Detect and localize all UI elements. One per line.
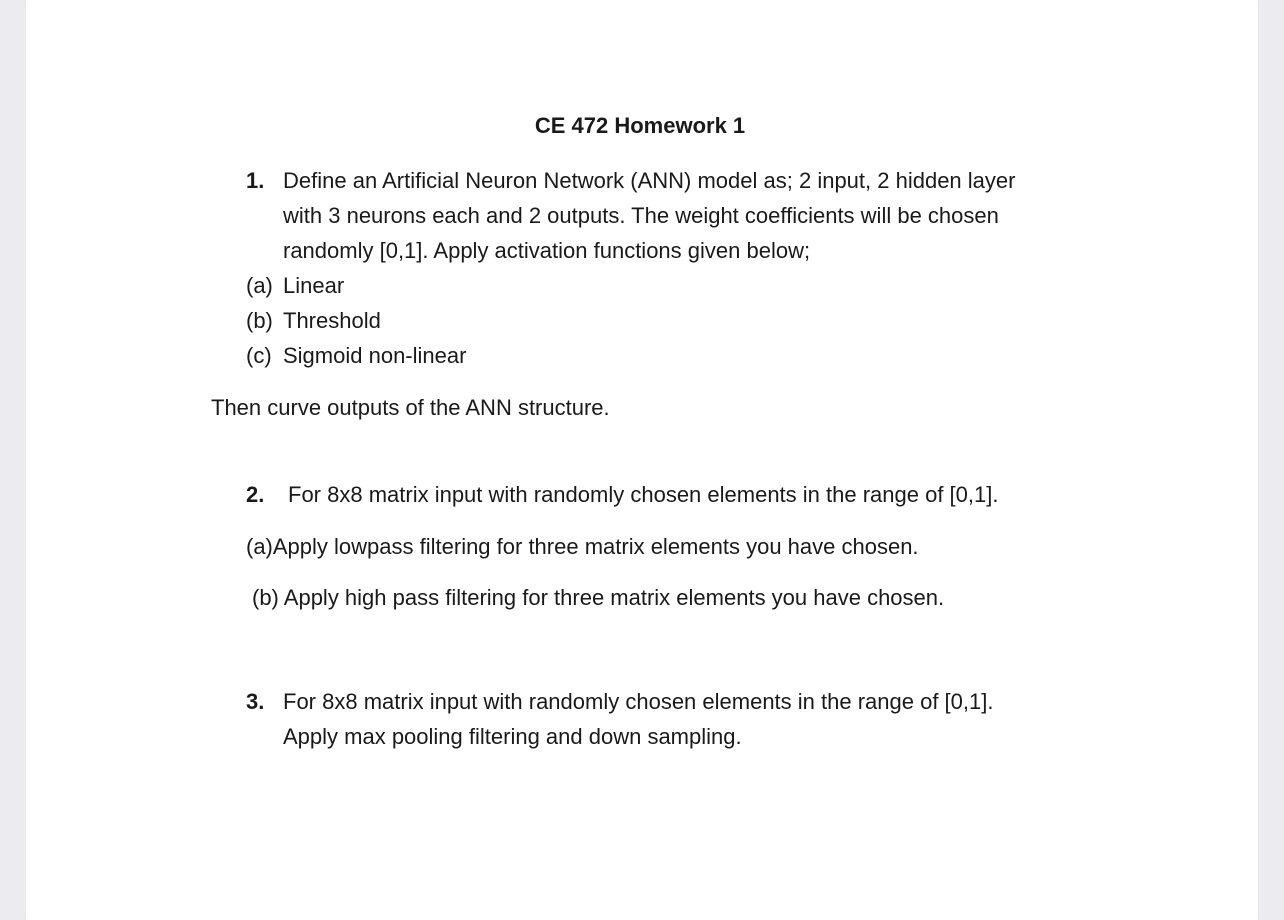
option-b-label: (b) xyxy=(246,308,273,333)
question-2-text: For 8x8 matrix input with randomly chosen elements in the range of [0,1]. xyxy=(288,482,999,507)
option-c-text: Sigmoid non-linear xyxy=(283,343,467,368)
question-2-part-a: (a)Apply lowpass filtering for three matrix elements you have chosen. xyxy=(246,534,919,559)
page-title: CE 472 Homework 1 xyxy=(534,113,746,138)
option-a-text: Linear xyxy=(283,273,345,298)
question-1-followup: Then curve outputs of the ANN structure. xyxy=(211,395,610,420)
document-page xyxy=(26,0,1258,920)
question-3-number: 3. xyxy=(246,689,265,714)
question-2-number: 2. xyxy=(246,482,265,507)
question-3-line-2: Apply max pooling filtering and down sampling. xyxy=(283,724,742,749)
question-2-part-b: (b) Apply high pass filtering for three matrix elements you have chosen. xyxy=(252,585,945,610)
question-1-line-2: with 3 neurons each and 2 outputs. The weight coefficients will be chosen xyxy=(283,203,999,228)
question-3-line-1: For 8x8 matrix input with randomly chosen elements in the range of [0,1]. xyxy=(283,689,994,714)
question-1-line-1: Define an Artificial Neuron Network (ANN) model as; 2 input, 2 hidden layer xyxy=(283,168,1016,193)
option-c-label: (c) xyxy=(246,343,272,368)
question-1-line-3: randomly [0,1]. Apply activation functions given below; xyxy=(283,238,811,263)
option-b-text: Threshold xyxy=(283,308,381,333)
question-1-number: 1. xyxy=(246,168,265,193)
option-a-label: (a) xyxy=(246,273,273,298)
